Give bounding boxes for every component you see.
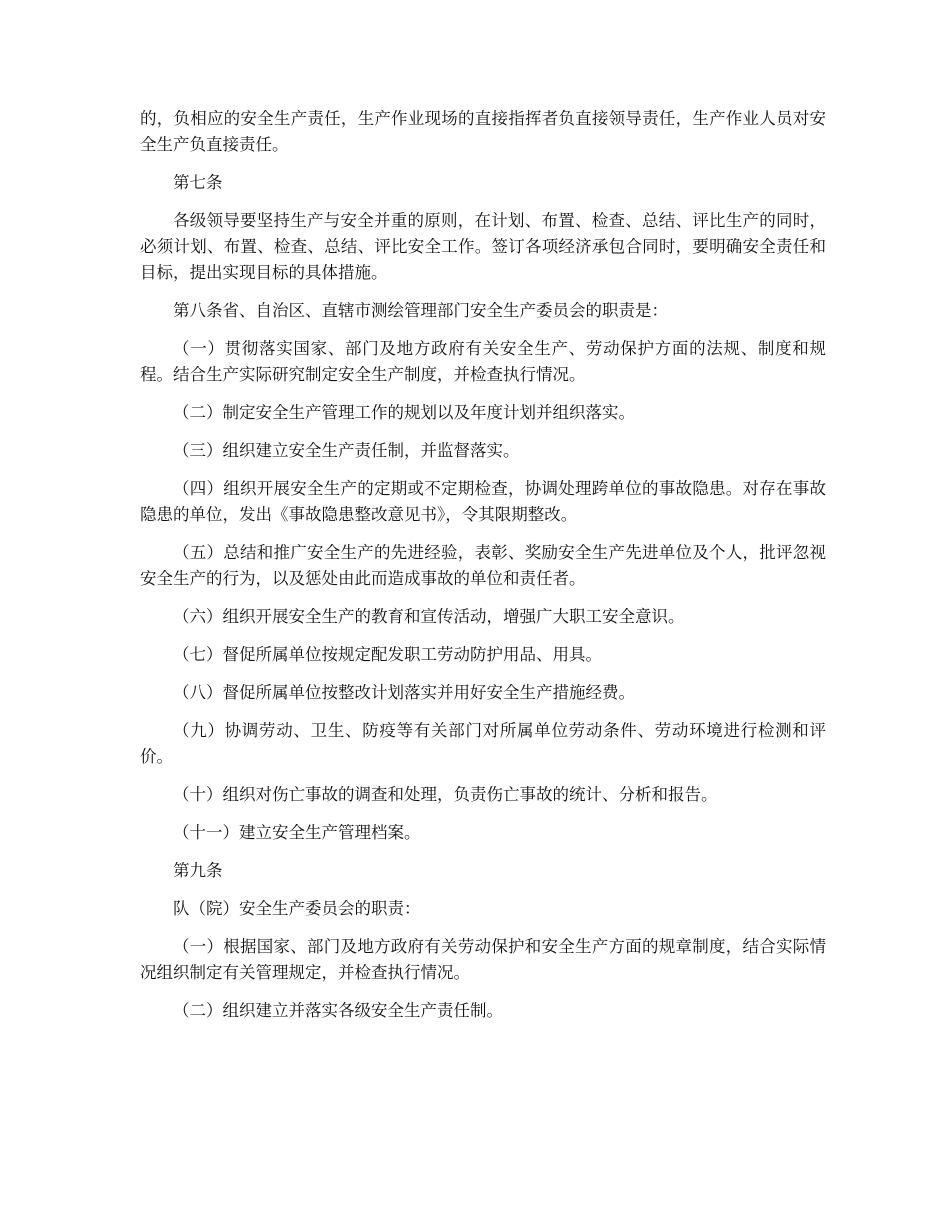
article-heading-9: 第九条 xyxy=(173,861,223,880)
list-item: （五）总结和推广安全生产的先进经验，表彰、奖励安全生产先进单位及个人，批评忽视安全生产的行为，以及惩处由此而造成事故的单位和责任者。 xyxy=(140,543,826,588)
list-item: （四）组织开展安全生产的定期或不定期检查，协调处理跨单位的事故隐患。对存在事故隐患的单位，发出《事故隐患整改意见书》，令其限期整改。 xyxy=(140,479,826,524)
list-item: （一）贯彻落实国家、部门及地方政府有关安全生产、劳动保护方面的法规、制度和规程。结合生产实际研究制定安全生产制度，并检查执行情况。 xyxy=(140,339,826,384)
paragraph-continuation: 的，负相应的安全生产责任，生产作业现场的直接指挥者负直接领导责任，生产作业人员对安全生产负直接责任。 xyxy=(140,109,826,154)
list-item: （六）组织开展安全生产的教育和宣传活动，增强广大职工安全意识。 xyxy=(173,607,685,626)
list-item: （七）督促所属单位按规定配发职工劳动防护用品、用具。 xyxy=(173,645,602,664)
list-item: （二）制定安全生产管理工作的规划以及年度计划并组织落实。 xyxy=(173,403,635,422)
list-item: （三）组织建立安全生产责任制，并监督落实。 xyxy=(173,441,520,460)
list-item: （九）协调劳动、卫生、防疫等有关部门对所属单位劳动条件、劳动环境进行检测和评价。 xyxy=(140,721,826,766)
list-item: （二）组织建立并落实各级安全生产责任制。 xyxy=(173,1001,503,1020)
list-item: （十一）建立安全生产管理档案。 xyxy=(173,823,421,842)
document-page xyxy=(140,106,826,1036)
paragraph-article-9: 队（院）安全生产委员会的职责： xyxy=(173,899,421,918)
article-heading-8: 第八条省、自治区、直辖市测绘管理部门安全生产委员会的职责是： xyxy=(173,301,668,320)
list-item: （十）组织对伤亡事故的调查和处理，负责伤亡事故的统计、分析和报告。 xyxy=(173,785,718,804)
list-item: （一）根据国家、部门及地方政府有关劳动保护和安全生产方面的规章制度，结合实际情况组织制定有关管理规定，并检查执行情况。 xyxy=(140,937,826,982)
paragraph-article-7: 各级领导要坚持生产与安全并重的原则，在计划、布置、检查、总结、评比生产的同时，必须计划、布置、检查、总结、评比安全工作。签订各项经济承包合同时，要明确安全责任和目标，提出实现目标的具体措施。 xyxy=(140,211,826,282)
article-heading-7: 第七条 xyxy=(173,173,223,192)
list-item: （八）督促所属单位按整改计划落实并用好安全生产措施经费。 xyxy=(173,683,635,702)
